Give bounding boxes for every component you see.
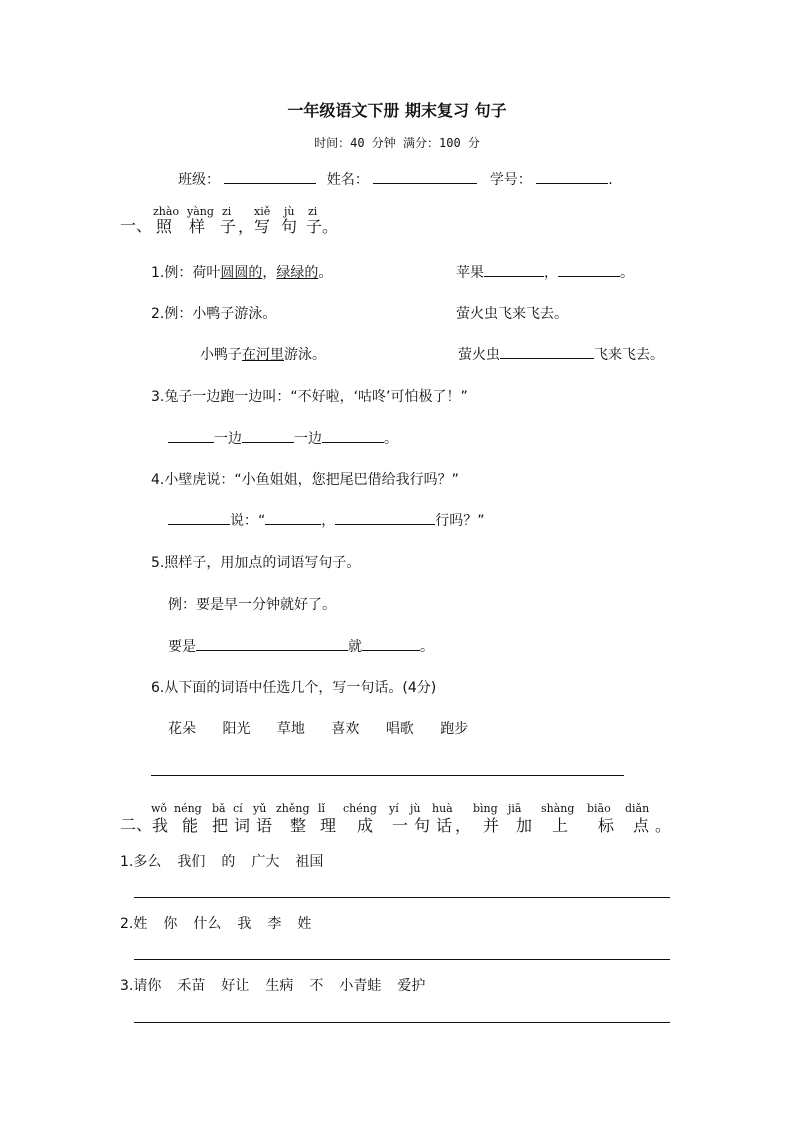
q2-right2-prefix: 萤火虫 — [458, 347, 500, 363]
heading-char: 上 — [552, 816, 569, 835]
item-number: 2. — [120, 916, 134, 932]
scrambled-word: 请你 — [133, 978, 162, 994]
word-bank-item: 唱歌 — [385, 721, 414, 737]
heading-char: 标 — [598, 816, 615, 835]
heading-char: 理 — [320, 816, 337, 835]
q3-answer — [168, 428, 398, 448]
q1-right-end: 。 — [620, 265, 634, 281]
q2-example-expanded — [200, 344, 326, 364]
id-label: 学号： — [489, 172, 532, 188]
q1-right-prefix: 苹果 — [456, 265, 484, 281]
q6-word-bank — [168, 718, 490, 738]
q6-writing-line[interactable] — [151, 775, 624, 776]
q1-period: 。 — [318, 265, 333, 281]
s2-item-2 — [120, 913, 327, 933]
pinyin: cí — [233, 802, 243, 815]
heading-char: 能 — [182, 816, 199, 835]
class-field[interactable] — [224, 169, 316, 184]
q4-sentence: 4.小壁虎说：“小鱼姐姐，您把尾巴借给我行吗？” — [151, 472, 459, 488]
q5-blank-2[interactable] — [362, 636, 420, 651]
pinyin: huà — [432, 802, 453, 815]
s2-item-3 — [120, 975, 441, 995]
word-bank-item: 草地 — [276, 721, 305, 737]
heading-char: 成 — [357, 816, 374, 835]
s2-item-1 — [120, 851, 339, 871]
q2-example: 2.例：小鸭子游泳。 — [151, 306, 277, 322]
student-info-row — [178, 169, 613, 189]
pinyin: xiě — [254, 205, 271, 218]
heading-char: 话 — [436, 816, 453, 835]
heading-char: 把 — [212, 816, 229, 835]
pinyin: zi — [308, 205, 318, 218]
heading-char: 我 — [152, 816, 169, 835]
heading-char: 句 — [281, 217, 298, 236]
scrambled-word: 好让 — [221, 978, 250, 994]
heading-char: 。 — [322, 217, 339, 236]
q2-right2-end: 飞来飞去。 — [594, 347, 664, 363]
scrambled-word: 广大 — [251, 854, 280, 870]
heading-char: 点 — [633, 816, 650, 835]
q1-blank-1[interactable] — [484, 262, 544, 277]
q1-comma: ， — [262, 265, 277, 281]
item-number: 3. — [120, 978, 134, 994]
item-number: 1. — [120, 854, 134, 870]
s2-answer-line-1[interactable] — [134, 897, 670, 898]
q3-blank-1[interactable] — [168, 428, 214, 443]
scrambled-word: 不 — [309, 978, 324, 994]
scrambled-word: 的 — [221, 854, 236, 870]
q5-blank-1[interactable] — [196, 636, 348, 651]
q4-blank-3[interactable] — [335, 510, 435, 525]
scrambled-word: 你 — [163, 916, 178, 932]
q2-line2-prefix: 小鸭子 — [200, 347, 242, 363]
pinyin: bǎ — [212, 802, 226, 815]
heading-char: 整 — [290, 816, 307, 835]
q2-underlined: 在河里 — [242, 347, 284, 363]
q5-instruction: 5.照样子，用加点的词语写句子。 — [151, 555, 361, 571]
pinyin: zi — [222, 205, 232, 218]
q1-right-sep: ， — [544, 265, 558, 281]
q4-end: 行吗？” — [435, 513, 485, 529]
heading-char: 并 — [483, 816, 500, 835]
q3-blank-2[interactable] — [242, 428, 294, 443]
scrambled-word: 禾苗 — [177, 978, 206, 994]
q4-blank-2[interactable] — [265, 510, 321, 525]
scrambled-word: 生病 — [265, 978, 294, 994]
pinyin: shàng — [541, 802, 575, 815]
scrambled-word: 爱护 — [397, 978, 426, 994]
section1-number: 一、 — [120, 216, 153, 235]
q2-line2-end: 游泳。 — [284, 347, 326, 363]
q3-word-1: 一边 — [214, 431, 242, 447]
q5-end: 。 — [420, 639, 434, 655]
pinyin: biāo — [587, 802, 611, 815]
pinyin: yǔ — [253, 802, 267, 815]
q1-blank-2[interactable] — [558, 262, 620, 277]
id-field[interactable] — [536, 169, 608, 184]
scrambled-word: 祖国 — [295, 854, 324, 870]
heading-char: ， — [455, 816, 472, 835]
scrambled-word: 什么 — [193, 916, 222, 932]
s2-answer-line-2[interactable] — [134, 959, 670, 960]
q4-said: 说：“ — [230, 513, 266, 529]
scrambled-word: 我们 — [177, 854, 206, 870]
pinyin: jù — [284, 205, 295, 218]
q3-word-2: 一边 — [294, 431, 322, 447]
word-bank-item: 喜欢 — [331, 721, 360, 737]
heading-char: 一 — [392, 816, 409, 835]
q2-blank[interactable] — [500, 344, 594, 359]
heading-char: 照 — [156, 217, 173, 236]
heading-char: ， — [238, 217, 255, 236]
q2-right-sentence: 萤火虫飞来飞去。 — [456, 306, 568, 322]
q3-blank-3[interactable] — [322, 428, 384, 443]
q3-sentence: 3.兔子一边跑一边叫：“不好啦，‘咕咚’可怕极了！” — [151, 389, 468, 405]
q4-answer — [168, 510, 485, 530]
pinyin: jiā — [508, 802, 522, 815]
q5-word-2: 就 — [348, 639, 362, 655]
pinyin: diǎn — [625, 802, 650, 815]
pinyin: lǐ — [318, 802, 326, 815]
q1-answer — [456, 262, 634, 282]
q3-end: 。 — [384, 431, 398, 447]
q4-sep: ， — [321, 513, 336, 529]
word-bank-item: 花朵 — [168, 721, 196, 737]
heading-char: 样 — [189, 217, 206, 236]
heading-char: 子 — [306, 217, 323, 236]
exam-time-score: 时间：40 分钟 满分：100 分 — [314, 136, 480, 150]
q1-underlined-1: 圆圆的 — [220, 265, 263, 281]
pinyin: jù — [410, 802, 421, 815]
q1-underlined-2: 绿绿的 — [276, 265, 319, 281]
q1-prefix: 1.例：荷叶 — [151, 265, 221, 281]
scrambled-word: 姓 — [133, 916, 148, 932]
pinyin: zhěng — [276, 802, 310, 815]
scrambled-word: 姓 — [297, 916, 312, 932]
q5-word-1: 要是 — [168, 639, 196, 655]
pinyin: néng — [174, 802, 202, 815]
heading-char: 词 — [234, 816, 251, 835]
q5-answer — [168, 636, 434, 656]
page-title: 一年级语文下册 期末复习 句子 — [287, 101, 507, 120]
pinyin: chéng — [343, 802, 377, 815]
word-bank-item: 阳光 — [222, 721, 251, 737]
q1-example — [151, 262, 332, 282]
pinyin: bìng — [473, 802, 498, 815]
name-label: 姓名： — [326, 172, 369, 188]
class-label: 班级： — [178, 172, 220, 188]
end-mark: . — [608, 172, 613, 188]
scrambled-word: 小青蛙 — [339, 978, 382, 994]
section2-number: 二、 — [120, 815, 153, 834]
pinyin: zhào — [153, 205, 180, 218]
scrambled-word: 多么 — [133, 854, 162, 870]
heading-char: 句 — [414, 816, 431, 835]
name-field[interactable] — [373, 169, 477, 184]
heading-char: 子 — [220, 217, 237, 236]
q4-blank-1[interactable] — [168, 510, 230, 525]
s2-answer-line-3[interactable] — [134, 1022, 670, 1023]
heading-char: 加 — [516, 816, 533, 835]
heading-char: 写 — [254, 217, 271, 236]
pinyin: wǒ — [151, 802, 168, 815]
word-bank-item: 跑步 — [440, 721, 469, 737]
heading-char: 语 — [256, 816, 273, 835]
scrambled-word: 李 — [267, 916, 282, 932]
heading-char: 。 — [655, 816, 672, 835]
scrambled-word: 我 — [237, 916, 252, 932]
pinyin: yàng — [187, 205, 214, 218]
pinyin: yí — [389, 802, 399, 815]
q5-example: 例：要是早一分钟就好了。 — [168, 597, 336, 613]
q2-answer — [458, 344, 664, 364]
q6-instruction: 6.从下面的词语中任选几个，写一句话。(4分) — [151, 680, 437, 696]
